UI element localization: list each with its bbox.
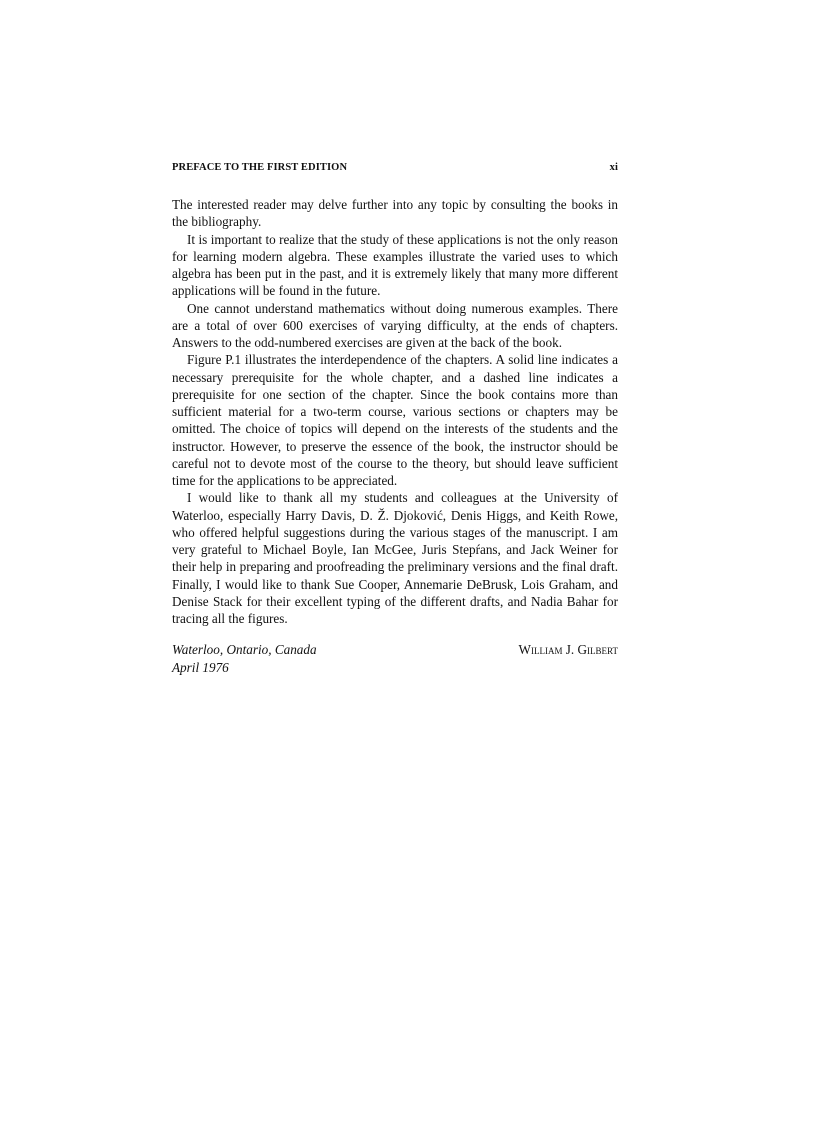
signoff bbox=[172, 641, 618, 676]
place-date bbox=[172, 641, 317, 676]
paragraph-applications: It is important to realize that the study of these applications is not the only reason for learning modern algebra. These examples illustrate the varied uses to which algebra has been put in the past, and it is extremely likely that many more different applications will be found in the future. bbox=[172, 231, 618, 299]
paragraph-acknowledgements: I would like to thank all my students and colleagues at the University of Waterloo, especially Harry Davis, D. Ž. Djoković, Denis Higgs, and Keith Rowe, who offered helpful suggestions during the various stages of the manuscript. I am very grateful to Michael Boyle, Ian McGee, Juris Stepŕans, and Jack Weiner for their help in preparing and proofreading the preliminary versions and the final draft. Finally, I would like to thank Sue Cooper, Annemarie DeBrusk, Lois Graham, and Denise Stack for their excellent typing of the different drafts, and Nadia Bahar for tracing all the figures. bbox=[172, 490, 618, 626]
body-text bbox=[172, 196, 618, 627]
running-head bbox=[172, 162, 618, 178]
page-number: xi bbox=[609, 162, 618, 173]
preface-page bbox=[172, 162, 618, 676]
author-name: William J. Gilbert bbox=[518, 642, 618, 658]
running-title: PREFACE TO THE FIRST EDITION bbox=[172, 162, 348, 173]
date: April 1976 bbox=[172, 659, 229, 675]
paragraph-chapter-dependence: Figure P.1 illustrates the interdependence of the chapters. A solid line indicates a necessary prerequisite for the whole chapter, and a dashed line indicates a prerequisite for one section of the chapter. Since the book contains more than sufficient material for a two-term course, various sections or chapters may be omitted. The choice of topics will depend on the interests of the students and the instructor. However, to preserve the essence of the book, the instructor should be careful not to devote most of the course to the theory, but should leave sufficient time for the applications to be appreciated. bbox=[172, 352, 618, 488]
paragraph-exercises: One cannot understand mathematics without doing numerous examples. There are a total of over 600 exercises of varying difficulty, at the ends of chapters. Answers to the odd-numbered exercises are given at the back of the book. bbox=[172, 300, 618, 350]
paragraph-continuation: The interested reader may delve further into any topic by consulting the books in the bibliography. bbox=[172, 197, 618, 230]
place: Waterloo, Ontario, Canada bbox=[172, 642, 317, 658]
